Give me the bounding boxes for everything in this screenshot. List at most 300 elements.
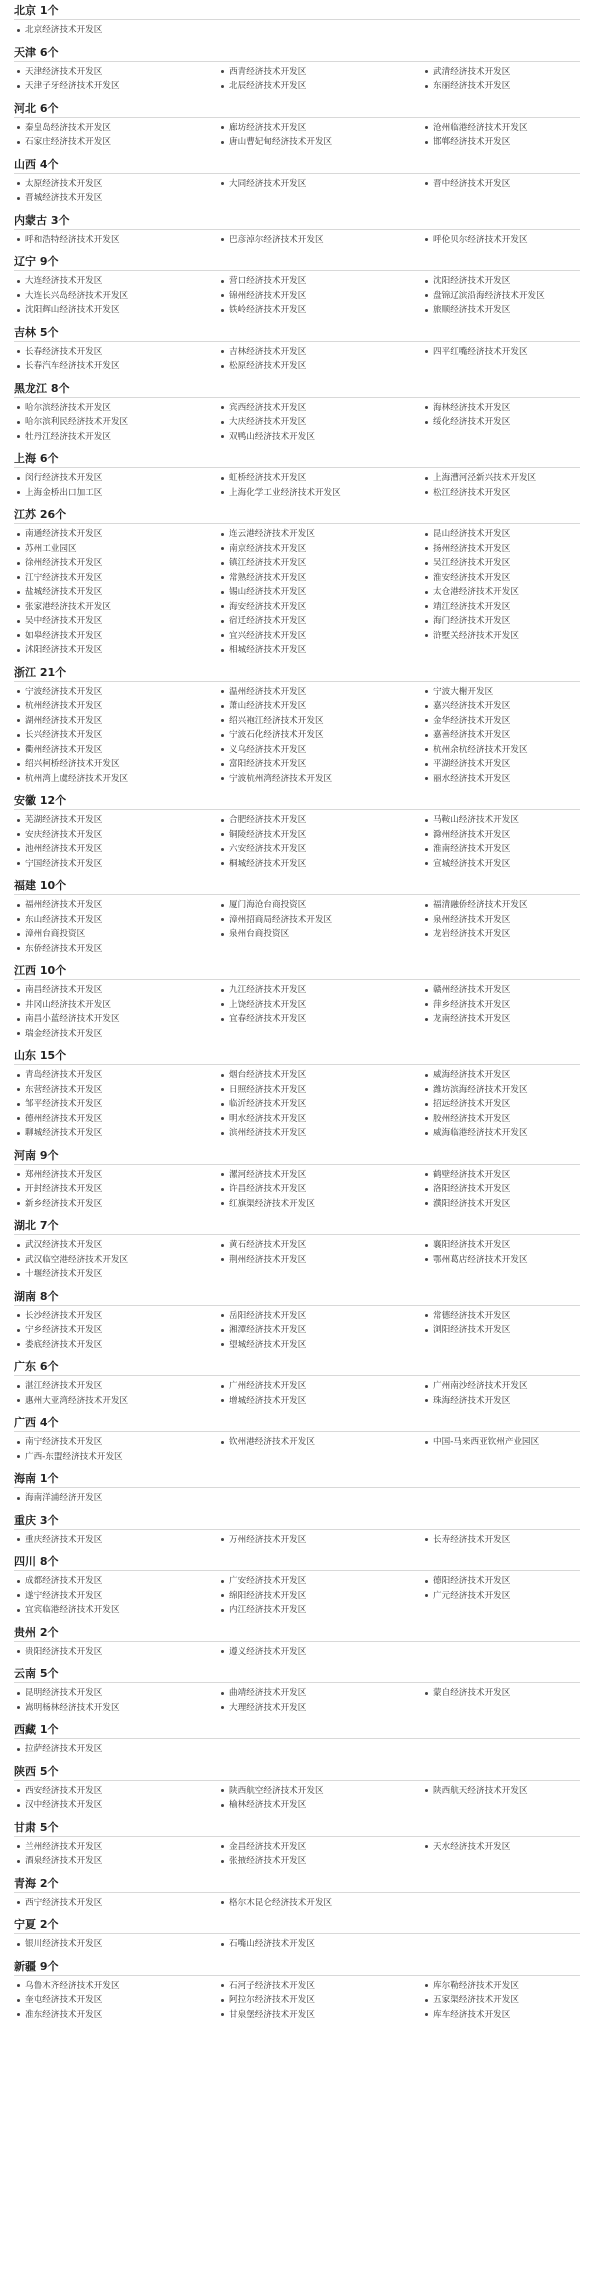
zone-list-item — [218, 542, 422, 557]
zone-list-item — [14, 1394, 218, 1409]
zone-name: 绥化经济技术开发区 — [433, 417, 511, 427]
zone-list-item — [422, 913, 580, 928]
bullet-icon — [425, 1188, 428, 1191]
zone-name: 钦州港经济技术开发区 — [229, 1437, 315, 1447]
zone-name: 奎屯经济技术开发区 — [25, 1995, 103, 2005]
bullet-icon — [17, 605, 20, 608]
zone-list-item — [14, 1309, 218, 1324]
zone-list-item — [422, 121, 580, 136]
zone-name: 望城经济技术开发区 — [229, 1339, 307, 1350]
zone-name: 天水经济技术开发区 — [433, 1841, 511, 1852]
divider — [14, 1234, 580, 1235]
zone-list-item — [422, 757, 580, 772]
bullet-icon — [221, 1018, 224, 1021]
zone-list-item — [218, 1168, 422, 1183]
bullet-icon — [17, 2013, 20, 2016]
zone-name: 呼和浩特经济技术开发区 — [25, 234, 120, 245]
bullet-icon — [425, 309, 428, 312]
zone-name: 兰州经济技术开发区 — [25, 1841, 103, 1852]
zone-list-item — [14, 600, 218, 615]
bullet-icon — [425, 1088, 428, 1091]
zone-list-item — [422, 1068, 580, 1083]
zone-list-item — [218, 1645, 422, 1660]
zone-name: 合肥经济技术开发区 — [229, 815, 307, 825]
bullet-icon — [425, 562, 428, 565]
bullet-icon — [17, 819, 20, 822]
zone-list-item — [14, 303, 218, 318]
zone-grid — [14, 1533, 584, 1548]
zone-name: 相城经济技术开发区 — [229, 645, 307, 655]
zone-name: 宁国经济技术开发区 — [25, 858, 103, 869]
zone-list-item — [218, 430, 422, 445]
bullet-icon — [221, 85, 224, 88]
zone-list-item — [14, 1491, 218, 1506]
zone-name: 杭州经济技术开发区 — [25, 701, 103, 711]
zone-list-item — [14, 556, 218, 571]
zone-list-item — [422, 556, 580, 571]
zone-name: 海安经济技术开发区 — [229, 601, 307, 612]
zone-list-item — [14, 714, 218, 729]
zone-list-item — [218, 233, 422, 248]
bullet-icon — [17, 477, 20, 480]
bullet-icon — [221, 1609, 224, 1612]
zone-name: 大理经济技术开发区 — [229, 1702, 307, 1713]
zone-name: 成都经济技术开发区 — [25, 1576, 103, 1586]
zone-name: 连云港经济技术开发区 — [229, 529, 315, 539]
bullet-icon — [425, 1018, 428, 1021]
zone-list-item — [218, 1701, 422, 1716]
divider — [14, 681, 580, 682]
zone-list-item — [422, 65, 580, 80]
zone-name: 富阳经济技术开发区 — [229, 759, 307, 769]
zone-list-item — [422, 743, 580, 758]
zone-list-item — [218, 629, 422, 644]
zone-name: 招远经济技术开发区 — [433, 1099, 511, 1109]
zone-name: 德阳经济技术开发区 — [433, 1576, 511, 1586]
zone-list-item — [14, 927, 218, 942]
zone-name: 大庆经济技术开发区 — [229, 417, 307, 427]
bullet-icon — [221, 1789, 224, 1792]
zone-name: 北京经济技术开发区 — [25, 25, 103, 35]
bullet-icon — [221, 1343, 224, 1346]
bullet-icon — [425, 182, 428, 185]
zone-list-item — [14, 1645, 218, 1660]
zone-name: 秦皇岛经济技术开发区 — [25, 122, 111, 133]
zone-name: 巴彦淖尔经济技术开发区 — [229, 234, 324, 245]
zone-list-item — [422, 714, 580, 729]
bullet-icon — [17, 1329, 20, 1332]
bullet-icon — [221, 1594, 224, 1597]
bullet-icon — [17, 1804, 20, 1807]
zone-list-item — [14, 983, 218, 998]
bullet-icon — [425, 406, 428, 409]
bullet-icon — [425, 1173, 428, 1176]
region-title: 陕西 5个 — [14, 1764, 59, 1778]
region-section — [14, 1047, 584, 1141]
bullet-icon — [425, 1258, 428, 1261]
bullet-icon — [221, 1103, 224, 1106]
bullet-icon — [221, 748, 224, 751]
divider — [14, 1570, 580, 1571]
zone-name: 贵阳经济技术开发区 — [25, 1646, 103, 1657]
bullet-icon — [221, 1999, 224, 2002]
zone-name: 鄂州葛店经济技术开发区 — [433, 1254, 528, 1265]
zone-name: 芜湖经济技术开发区 — [25, 815, 103, 825]
zone-list-item — [218, 585, 422, 600]
bullet-icon — [221, 1860, 224, 1863]
zone-list-item — [422, 274, 580, 289]
zone-name: 宁波杭州湾经济技术开发区 — [229, 773, 333, 784]
zone-name: 太仓港经济技术开发区 — [433, 587, 519, 597]
zone-list-item — [218, 1603, 422, 1618]
zone-list-item — [14, 1937, 218, 1952]
bullet-icon — [425, 904, 428, 907]
region-title: 贵州 2个 — [14, 1625, 59, 1639]
bullet-icon — [425, 690, 428, 693]
bullet-icon — [425, 763, 428, 766]
region-title: 湖南 8个 — [14, 1289, 59, 1303]
region-section — [14, 1512, 584, 1548]
bullet-icon — [425, 819, 428, 822]
zone-name: 井冈山经济技术开发区 — [25, 999, 111, 1010]
region-section — [14, 1147, 584, 1212]
bullet-icon — [221, 182, 224, 185]
zone-name: 宣城经济技术开发区 — [433, 858, 511, 869]
bullet-icon — [17, 591, 20, 594]
region-title: 江苏 26个 — [14, 508, 67, 521]
zone-list-item — [218, 913, 422, 928]
zone-list-item — [14, 813, 218, 828]
zone-list-item — [422, 842, 580, 857]
zone-list-item — [218, 643, 422, 658]
bullet-icon — [17, 576, 20, 579]
zone-list-item — [14, 23, 218, 38]
zone-list-item — [422, 79, 580, 94]
zone-name: 厦门海沧台商投资区 — [229, 900, 307, 910]
region-title: 辽宁 9个 — [14, 255, 59, 268]
zone-name: 沈阳辉山经济技术开发区 — [25, 305, 120, 315]
zone-list-item — [218, 1993, 422, 2008]
region-title: 吉林 5个 — [14, 325, 59, 339]
zone-name: 六安经济技术开发区 — [229, 844, 307, 854]
zone-name: 襄阳经济技术开发区 — [433, 1240, 511, 1250]
zone-name: 南昌小蓝经济技术开发区 — [25, 1014, 120, 1024]
bullet-icon — [17, 634, 20, 637]
zone-list-item — [14, 643, 218, 658]
zone-name: 鹤壁经济技术开发区 — [433, 1169, 511, 1180]
zone-name: 马鞍山经济技术开发区 — [433, 815, 519, 825]
bullet-icon — [17, 1845, 20, 1848]
zone-grid — [14, 1238, 584, 1282]
zone-name: 西青经济技术开发区 — [229, 66, 307, 77]
zone-list-item — [218, 842, 422, 857]
bullet-icon — [425, 1399, 428, 1402]
zone-name: 宁波石化经济技术开发区 — [229, 730, 324, 740]
bullet-icon — [17, 1399, 20, 1402]
bullet-icon — [17, 197, 20, 200]
bullet-icon — [17, 1088, 20, 1091]
zone-list-item — [14, 1896, 218, 1911]
bullet-icon — [221, 533, 224, 536]
bullet-icon — [17, 29, 20, 32]
zone-list-item — [14, 614, 218, 629]
bullet-icon — [221, 1692, 224, 1695]
zone-list-item — [422, 1097, 580, 1112]
bullet-icon — [17, 309, 20, 312]
bullet-icon — [17, 1173, 20, 1176]
zone-name: 海南洋浦经济开发区 — [25, 1493, 103, 1503]
zone-list-item — [14, 828, 218, 843]
region-section — [14, 1624, 584, 1660]
bullet-icon — [17, 748, 20, 751]
bullet-icon — [221, 1003, 224, 1006]
zone-list-item — [14, 430, 218, 445]
zone-name: 惠州大亚湾经济技术开发区 — [25, 1395, 129, 1406]
divider — [14, 1933, 580, 1934]
bullet-icon — [17, 533, 20, 536]
bullet-icon — [425, 1789, 428, 1792]
zone-name: 吉林经济技术开发区 — [229, 346, 307, 357]
bullet-icon — [425, 1580, 428, 1583]
bullet-icon — [221, 1441, 224, 1444]
region-title: 黑龙江 8个 — [14, 381, 70, 395]
bullet-icon — [17, 690, 20, 693]
zone-name: 虹桥经济技术开发区 — [229, 473, 307, 483]
bullet-icon — [221, 933, 224, 936]
zone-list-item — [422, 1686, 580, 1701]
bullet-icon — [17, 1999, 20, 2002]
zone-list-item — [422, 728, 580, 743]
zone-name: 宜春经济技术开发区 — [229, 1014, 307, 1024]
zone-list-item — [218, 65, 422, 80]
zone-name: 漳州招商局经济技术开发区 — [229, 914, 333, 925]
zone-list-item — [218, 1309, 422, 1324]
bullet-icon — [221, 350, 224, 353]
zone-grid — [14, 1068, 584, 1141]
zone-name: 哈尔滨经济技术开发区 — [25, 402, 111, 413]
bullet-icon — [221, 576, 224, 579]
zone-list-item — [422, 1012, 580, 1027]
bullet-icon — [17, 1650, 20, 1653]
zone-list-item — [14, 1012, 218, 1027]
zone-grid — [14, 121, 584, 150]
bullet-icon — [17, 620, 20, 623]
zone-list-item — [218, 556, 422, 571]
bullet-icon — [221, 365, 224, 368]
region-section — [14, 1414, 584, 1464]
zone-list-item — [422, 1182, 580, 1197]
zone-name: 珠海经济技术开发区 — [433, 1395, 511, 1406]
zone-list-item — [422, 983, 580, 998]
bullet-icon — [221, 734, 224, 737]
bullet-icon — [425, 576, 428, 579]
zone-name: 南通经济技术开发区 — [25, 529, 103, 539]
zone-list-item — [14, 177, 218, 192]
zone-list-item — [422, 233, 580, 248]
zone-list-item — [422, 571, 580, 586]
zone-name: 常熟经济技术开发区 — [229, 572, 307, 583]
region-section — [14, 212, 584, 248]
bullet-icon — [425, 477, 428, 480]
region-section — [14, 792, 584, 871]
divider — [14, 1305, 580, 1306]
bullet-icon — [17, 421, 20, 424]
zone-name: 靖江经济技术开发区 — [433, 601, 511, 612]
zone-list-item — [422, 289, 580, 304]
zone-grid — [14, 177, 584, 206]
region-title: 甘肃 5个 — [14, 1820, 59, 1834]
zone-list-item — [218, 1253, 422, 1268]
zone-name: 绍兴袍江经济技术开发区 — [229, 715, 324, 726]
bullet-icon — [425, 1594, 428, 1597]
zone-list-item — [14, 699, 218, 714]
zone-name: 嘉兴经济技术开发区 — [433, 701, 511, 711]
zone-grid — [14, 1168, 584, 1212]
bullet-icon — [425, 1132, 428, 1135]
zone-name: 武清经济技术开发区 — [433, 66, 511, 77]
zone-name: 广元经济技术开发区 — [433, 1590, 511, 1601]
bullet-icon — [221, 862, 224, 865]
zone-list-item — [14, 135, 218, 150]
zone-name: 格尔木昆仑经济技术开发区 — [229, 1897, 333, 1908]
zone-name: 太原经济技术开发区 — [25, 178, 103, 189]
region-title: 重庆 3个 — [14, 1513, 59, 1527]
zone-name: 昆明经济技术开发区 — [25, 1688, 103, 1698]
zone-name: 吴中经济技术开发区 — [25, 616, 103, 626]
bullet-icon — [17, 1188, 20, 1191]
zone-name: 安庆经济技术开发区 — [25, 829, 103, 840]
zone-list-item — [14, 1097, 218, 1112]
zone-list-item — [422, 614, 580, 629]
zone-name: 上海金桥出口加工区 — [25, 487, 103, 498]
zone-list-item — [218, 600, 422, 615]
zone-name: 淮安经济技术开发区 — [433, 572, 511, 583]
bullet-icon — [17, 491, 20, 494]
zone-name: 松原经济技术开发区 — [229, 361, 307, 371]
zone-list-item — [14, 1450, 218, 1465]
zone-list-item — [14, 1854, 218, 1869]
divider — [14, 1975, 580, 1976]
zone-list-item — [218, 135, 422, 150]
zone-grid — [14, 274, 584, 318]
zone-list-item — [422, 1112, 580, 1127]
zone-list-item — [218, 1979, 422, 1994]
zone-list-item — [218, 983, 422, 998]
zone-name: 邯郸经济技术开发区 — [433, 137, 511, 147]
zone-name: 上海漕河泾新兴技术开发区 — [433, 473, 537, 483]
region-title: 四川 8个 — [14, 1555, 59, 1568]
zone-grid — [14, 233, 584, 248]
bullet-icon — [425, 634, 428, 637]
zone-list-item — [14, 857, 218, 872]
region-title: 福建 10个 — [14, 879, 67, 892]
zone-name: 张家港经济技术开发区 — [25, 601, 111, 612]
zone-grid — [14, 401, 584, 445]
region-section — [14, 1721, 584, 1757]
zone-name: 漳州台商投资区 — [25, 929, 86, 939]
zone-list-item — [218, 927, 422, 942]
zone-list-item — [14, 571, 218, 586]
region-section — [14, 1217, 584, 1282]
bullet-icon — [425, 989, 428, 992]
zone-list-item — [422, 1533, 580, 1548]
zone-list-item — [422, 1993, 580, 2008]
zone-list-item — [218, 1533, 422, 1548]
zone-list-item — [422, 828, 580, 843]
zone-list-item — [14, 898, 218, 913]
zone-list-item — [14, 842, 218, 857]
zone-grid — [14, 898, 584, 956]
bullet-icon — [17, 1132, 20, 1135]
zone-grid — [14, 1574, 584, 1618]
zone-list-item — [218, 274, 422, 289]
zone-list-item — [14, 1840, 218, 1855]
zone-list-item — [218, 1126, 422, 1141]
zone-name: 拉萨经济技术开发区 — [25, 1744, 103, 1754]
zone-name: 浒墅关经济技术开发区 — [433, 630, 519, 641]
bullet-icon — [17, 705, 20, 708]
bullet-icon — [17, 1594, 20, 1597]
bullet-icon — [17, 182, 20, 185]
zone-name: 温州经济技术开发区 — [229, 686, 307, 697]
zone-list-item — [422, 1840, 580, 1855]
region-section — [14, 1916, 584, 1952]
zone-name: 杭州湾上虞经济技术开发区 — [25, 773, 129, 784]
zone-name: 泉州经济技术开发区 — [433, 914, 511, 925]
zone-list-item — [422, 1435, 580, 1450]
development-zone-list — [14, 2, 584, 2022]
bullet-icon — [17, 848, 20, 851]
bullet-icon — [17, 126, 20, 129]
zone-name: 汉中经济技术开发区 — [25, 1800, 103, 1810]
divider — [14, 1892, 580, 1893]
bullet-icon — [221, 989, 224, 992]
zone-list-item — [422, 1979, 580, 1994]
zone-name: 乌鲁木齐经济技术开发区 — [25, 1980, 120, 1991]
bullet-icon — [17, 933, 20, 936]
zone-name: 南宁经济技术开发区 — [25, 1437, 103, 1447]
zone-name: 十堰经济技术开发区 — [25, 1269, 103, 1279]
bullet-icon — [221, 777, 224, 780]
region-section — [14, 1763, 584, 1813]
zone-grid — [14, 1686, 584, 1715]
zone-list-item — [14, 998, 218, 1013]
zone-list-item — [422, 585, 580, 600]
zone-list-item — [14, 1589, 218, 1604]
bullet-icon — [425, 620, 428, 623]
bullet-icon — [17, 1580, 20, 1583]
zone-list-item — [14, 757, 218, 772]
bullet-icon — [17, 1018, 20, 1021]
zone-list-item — [218, 289, 422, 304]
region-section — [14, 664, 584, 787]
zone-list-item — [218, 1574, 422, 1589]
bullet-icon — [221, 1117, 224, 1120]
bullet-icon — [425, 1329, 428, 1332]
zone-name: 南昌经济技术开发区 — [25, 985, 103, 995]
bullet-icon — [221, 1804, 224, 1807]
zone-name: 中国-马来西亚钦州产业园区 — [433, 1437, 540, 1447]
bullet-icon — [425, 1538, 428, 1541]
zone-name: 绍兴柯桥经济技术开发区 — [25, 759, 120, 769]
zone-name: 广州南沙经济技术开发区 — [433, 1381, 528, 1391]
region-title: 浙江 21个 — [14, 665, 67, 679]
zone-name: 宿迁经济技术开发区 — [229, 616, 307, 626]
region-section — [14, 506, 584, 658]
divider — [14, 270, 580, 271]
divider — [14, 1431, 580, 1432]
bullet-icon — [17, 1385, 20, 1388]
